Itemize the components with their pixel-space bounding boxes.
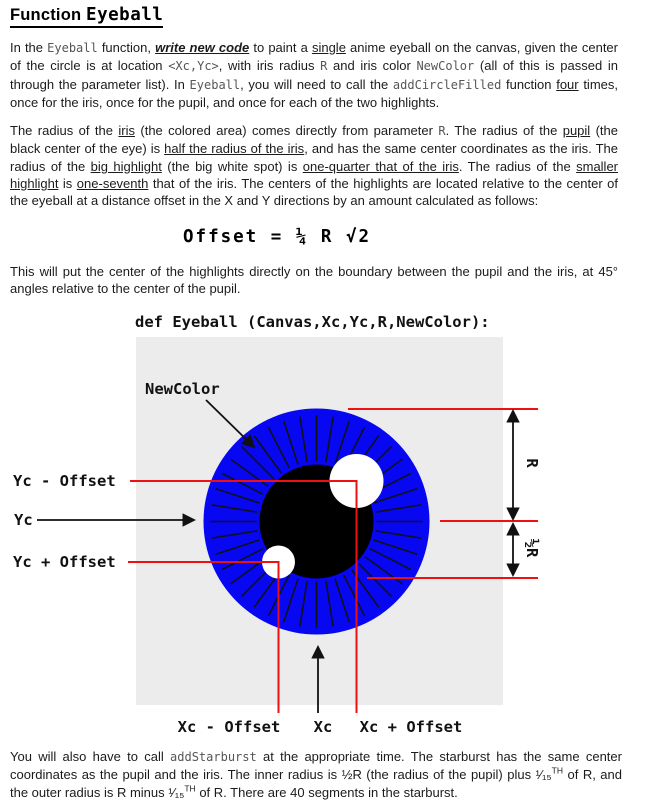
- label-r: R: [523, 458, 541, 468]
- label-yc-minus-offset: Yc - Offset: [13, 472, 116, 490]
- label-xc-minus-offset: Xc - Offset: [177, 718, 281, 736]
- label-xc-plus-offset: Xc + Offset: [359, 718, 463, 736]
- paragraph-highlight-position: This will put the center of the highlights directly on the boundary between the pupil and the iris, at 45° angles relative to the center of the pupil.: [10, 264, 618, 297]
- paragraph-starburst: You will also have to call addStarburst at the appropriate time. The starburst has the same center coordinates as the pupil and the iris. The inner radius is ½R (the radius of the pupil) plus ¹⁄₁₅$^{TH}$ of R, and the outer radius is R minus ¹⁄₁₅$^{TH}$ of R. There are 40 segments in the starburst.: [10, 749, 622, 800]
- label-xc: Xc: [313, 718, 333, 736]
- page-title-code: Eyeball: [86, 5, 164, 25]
- label-newcolor: NewColor: [145, 380, 220, 398]
- page-title-prefix: Function: [10, 6, 87, 24]
- label-half-r: ½R: [523, 538, 541, 558]
- offset-formula: Offset = ¼ R √2: [183, 227, 372, 247]
- function-signature: def Eyeball (Canvas,Xc,Yc,R,NewColor):: [135, 313, 490, 331]
- label-yc: Yc: [14, 511, 33, 529]
- paragraph-radii: The radius of the iris (the colored area) comes directly from parameter R. The radius of the pupil (the black center of the eye) is half the radius of the iris, and has the same center coordinates as the iris. The radius of the big highlight (the big white spot) is one-quarter that of the iris. The radius of the smaller highlight is one-seventh that of the iris. The centers of the highlights are located relative to the center of the eyeball at a distance offset in the X and Y directions by an amount calculated as follows:: [10, 123, 619, 209]
- paragraph-intro: In the Eyeball function, write new code to paint a single anime eyeball on the canvas, given the center of the circle is at location <Xc,Yc>, with iris radius R and iris color NewColor (all of this is passed in through the parameter list). In Eyeball, you will need to call the addCircleFilled function four times, once for the iris, once for the pupil, and once for each of the two highlights.: [10, 40, 618, 110]
- label-yc-plus-offset: Yc + Offset: [13, 553, 116, 571]
